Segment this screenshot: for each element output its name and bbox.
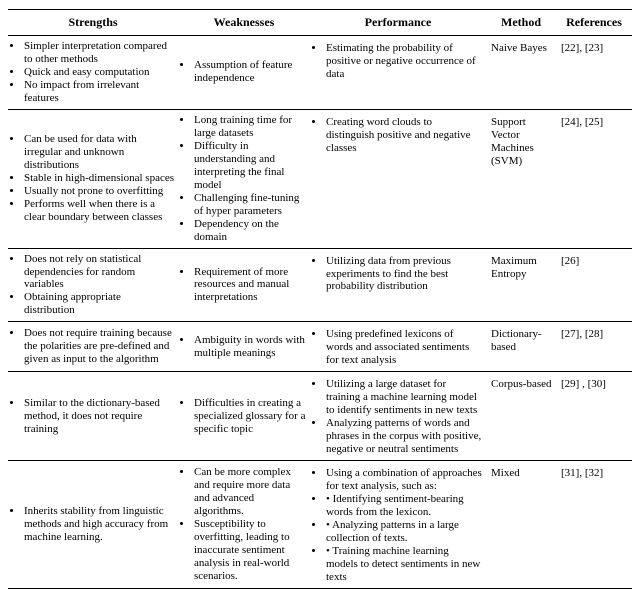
bullet-item: • Simpler interpretation compared to other methods: [23, 40, 174, 66]
bullet-item: • Can be used for data with irregular and unknown distributions: [23, 133, 174, 172]
bullet-item: • Assumption of feature independence: [193, 59, 306, 85]
strengths-cell: [8, 322, 178, 372]
table-row: [8, 372, 632, 461]
bullet-item: • Usually not prone to overfitting: [23, 185, 174, 198]
strengths-cell: [8, 248, 178, 322]
bullet-item: • Stable in high-dimensional spaces: [23, 172, 174, 185]
table-row: [8, 461, 632, 589]
bullet-list: [10, 133, 174, 224]
bullet-item: • Utilizing data from previous experiments to find the best probability distribution: [325, 255, 482, 294]
bullet-item: • Ambiguity in words with multiple meanings: [193, 334, 306, 360]
performance-cell: [310, 461, 486, 589]
bullet-item: • Susceptibility to overfitting, leading to inaccurate sentiment analysis in real-world scenarios.: [193, 518, 306, 583]
bullet-item: • Difficulties in creating a specialized glossary for a specific topic: [193, 397, 306, 436]
bullet-item: • Analyzing patterns of words and phrases in the corpus with positive, negative or neutral sentiments: [325, 417, 482, 456]
method-cell: Corpus-based: [486, 372, 556, 461]
strengths-cell: [8, 36, 178, 110]
bullet-item: • Quick and easy computation: [23, 66, 174, 79]
performance-cell: [310, 36, 486, 110]
bullet-list: [10, 505, 174, 544]
weaknesses-cell: [178, 461, 310, 589]
references-cell: [24], [25]: [556, 109, 632, 248]
weaknesses-cell: [178, 322, 310, 372]
bullet-list: [180, 266, 306, 305]
bullet-item: • Inherits stability from linguistic methods and high accuracy from machine learning.: [23, 505, 174, 544]
bullet-item: • Estimating the probability of positive or negative occurrence of data: [325, 42, 482, 81]
header-method: Method: [486, 10, 556, 36]
performance-cell: [310, 322, 486, 372]
bullet-item: • Requirement of more resources and manual interpretations: [193, 266, 306, 305]
strengths-cell: [8, 372, 178, 461]
bullet-list: [180, 114, 306, 244]
references-cell: [31], [32]: [556, 461, 632, 589]
performance-cell: [310, 109, 486, 248]
header-references: References: [556, 10, 632, 36]
weaknesses-cell: [178, 109, 310, 248]
bullet-item: • Using a combination of approaches for text analysis, such as:: [325, 467, 482, 493]
bullet-item: • Does not require training because the polarities are pre-defined and given as input to the algorithm: [23, 327, 174, 366]
header-strengths: Strengths: [8, 10, 178, 36]
methods-comparison-table: [8, 9, 632, 589]
bullet-item: • Dependency on the domain: [193, 218, 306, 244]
references-cell: [26]: [556, 248, 632, 322]
bullet-list: [312, 328, 482, 367]
weaknesses-cell: [178, 248, 310, 322]
table-row: [8, 322, 632, 372]
bullet-item: • Similar to the dictionary-based method, it does not require training: [23, 397, 174, 436]
table-row: [8, 248, 632, 322]
bullet-item: • • Identifying sentiment-bearing words from the lexicon.: [325, 493, 482, 519]
bullet-item: • Utilizing a large dataset for training a machine learning model to identify sentiments in new texts: [325, 378, 482, 417]
bullet-item: • Difficulty in understanding and interpreting the final model: [193, 140, 306, 192]
table-row: [8, 109, 632, 248]
bullet-list: [180, 466, 306, 583]
method-cell: Maximum Entropy: [486, 248, 556, 322]
references-cell: [29] , [30]: [556, 372, 632, 461]
bullet-item: • No impact from irrelevant features: [23, 79, 174, 105]
bullet-list: [312, 378, 482, 456]
bullet-item: • Does not rely on statistical dependencies for random variables: [23, 253, 174, 292]
bullet-item: • Long training time for large datasets: [193, 114, 306, 140]
bullet-list: [10, 40, 174, 105]
bullet-list: [312, 467, 482, 584]
bullet-list: [180, 334, 306, 360]
bullet-list: [10, 327, 174, 366]
bullet-list: [10, 397, 174, 436]
strengths-cell: [8, 461, 178, 589]
bullet-item: • • Analyzing patterns in a large collection of texts.: [325, 519, 482, 545]
weaknesses-cell: [178, 36, 310, 110]
bullet-list: [10, 253, 174, 318]
references-cell: [27], [28]: [556, 322, 632, 372]
strengths-cell: [8, 109, 178, 248]
bullet-item: • • Training machine learning models to detect sentiments in new texts: [325, 545, 482, 584]
method-cell: Dictionary-based: [486, 322, 556, 372]
bullet-item: • Obtaining appropriate distribution: [23, 291, 174, 317]
bullet-item: • Performs well when there is a clear boundary between classes: [23, 198, 174, 224]
method-cell: Support Vector Machines (SVM): [486, 109, 556, 248]
weaknesses-cell: [178, 372, 310, 461]
bullet-item: • Challenging fine-tuning of hyper parameters: [193, 192, 306, 218]
method-cell: Mixed: [486, 461, 556, 589]
method-cell: Naive Bayes: [486, 36, 556, 110]
bullet-list: [312, 116, 482, 155]
bullet-list: [180, 59, 306, 85]
performance-cell: [310, 372, 486, 461]
bullet-list: [312, 255, 482, 294]
table-row: [8, 36, 632, 110]
bullet-item: • Creating word clouds to distinguish positive and negative classes: [325, 116, 482, 155]
table-body: [8, 36, 632, 589]
bullet-item: • Can be more complex and require more data and advanced algorithms.: [193, 466, 306, 518]
bullet-item: • Using predefined lexicons of words and associated sentiments for text analysis: [325, 328, 482, 367]
references-cell: [22], [23]: [556, 36, 632, 110]
bullet-list: [312, 42, 482, 81]
table-header-row: [8, 10, 632, 36]
performance-cell: [310, 248, 486, 322]
header-performance: Performance: [310, 10, 486, 36]
header-weaknesses: Weaknesses: [178, 10, 310, 36]
bullet-list: [180, 397, 306, 436]
